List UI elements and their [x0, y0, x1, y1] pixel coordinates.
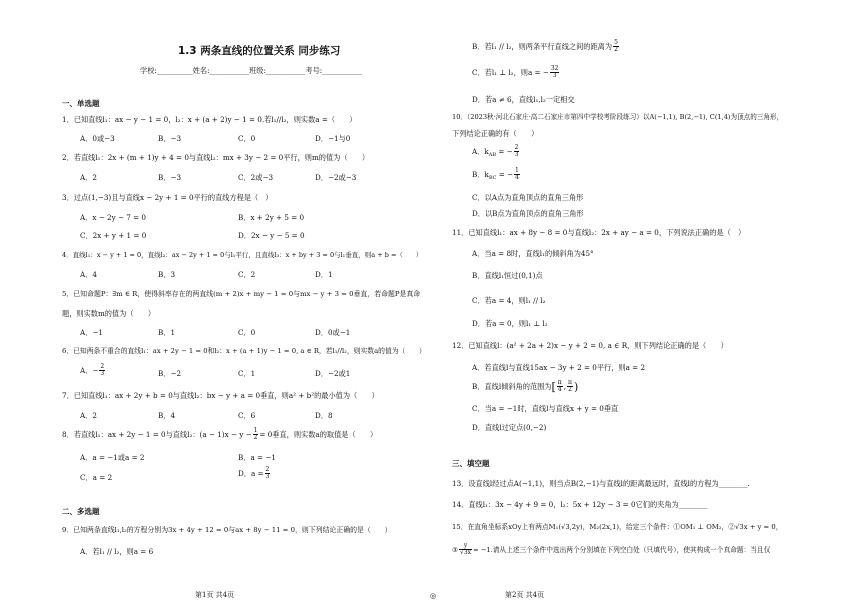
- question-5-stem-cont: 题，则实数m的值为（ ）: [62, 309, 156, 318]
- question-7-option-a: A．2: [80, 411, 97, 420]
- fraction-denominator: 4: [515, 174, 519, 182]
- subscript: BC: [488, 175, 497, 182]
- question-15-stem-cont-text: = −1.请从上述三个条件中选出两个分别填在下列空白处（只填代号），使其构成一个真命题：当且仅: [473, 545, 771, 554]
- section-heading-multi-choice: 二、多选题: [62, 507, 100, 516]
- fraction: [567, 380, 573, 394]
- fraction-numerator: 1: [253, 427, 258, 434]
- comma: ,: [563, 382, 567, 392]
- page-title: 1.3 两条直线的位置关系 同步练习: [178, 45, 341, 57]
- fraction-denominator: √3x: [460, 549, 472, 557]
- question-12-option-b-text: B．直线l倾斜角的范围为: [472, 381, 552, 391]
- fraction-denominator: 2: [568, 386, 572, 394]
- question-9-stem: 9．已知两条直线l₁,l₂的方程分别为3x + 4y + 12 = 0与ax + 8y − 11 = 0，则下列结论正确的是（ ）: [62, 526, 392, 534]
- question-10-option-a-prefix: A．k: [472, 146, 489, 156]
- question-6-option-b: B．−2: [158, 369, 182, 378]
- right-page: [430, 0, 860, 608]
- question-3-stem: 3．过点(1,−3)且与直线x − 2y + 1 = 0平行的直线方程是（ ）: [62, 193, 273, 202]
- question-9-option-a: A．若l₁ // l₂，则a = 6: [80, 547, 154, 556]
- question-3-option-d: D．2x − y − 5 = 0: [238, 231, 305, 240]
- question-6-option-a-prefix: A．−: [80, 365, 99, 375]
- circled-three: ③: [452, 545, 458, 554]
- fraction-numerator: π: [568, 379, 572, 386]
- question-14-stem: 14．直线l₁：3x − 4y + 9 = 0，l₂：5x + 12y − 3 = 0它们的夹角为________: [452, 500, 708, 509]
- question-9-option-c: [472, 66, 560, 80]
- question-1-option-d: D．−1与0: [315, 134, 351, 143]
- left-bracket: [: [551, 380, 556, 394]
- question-9-option-c-text: C．若l₁ ⊥ l₂，则a = −: [472, 67, 549, 77]
- right-paren: ): [573, 380, 579, 394]
- question-4-option-a: A．4: [80, 270, 97, 279]
- question-12-stem: 12．已知直线l：(a² + 2a + 2)x − y + 2 = 0, a ∈ R，则下列结论正确的是（ ）: [452, 341, 728, 350]
- fraction-numerator: y: [459, 543, 472, 550]
- page-footer-left: 第1页 共4页: [195, 591, 235, 599]
- fraction-denominator: 4: [557, 386, 562, 394]
- question-12-option-b: [472, 380, 578, 394]
- question-11-option-b: B．直线l₁恒过(0,1)点: [472, 271, 543, 280]
- fraction: [514, 168, 520, 182]
- student-info-line: 学校:__________姓名:___________班级:___________考号:___________: [140, 66, 362, 75]
- question-6-option-d: D．−2或1: [315, 369, 351, 378]
- question-5-option-d: D．0或−1: [315, 328, 351, 337]
- question-9-option-b-text: B．若l₁ // l₂，则两条平行直线之间的距离为: [472, 41, 613, 51]
- question-13-stem: 13．设直线l经过点A(−1,1)，则当点B(2,−1)与直线l的距离最远时，直线l的方程为________.: [452, 479, 750, 488]
- page-footer-right: 第2页 共4页: [505, 591, 545, 599]
- question-8-stem-prefix: 8．若直线l₁：ax + 2y − 1 = 0与直线l₂：(a − 1)x − y −: [62, 429, 252, 439]
- fraction-numerator: 1: [515, 167, 519, 174]
- question-11-option-c: C．若a = 4，则l₁ // l₂: [472, 296, 546, 305]
- page-separator-mark: ◎: [430, 592, 437, 600]
- question-4-option-b: B．3: [158, 270, 176, 279]
- section-heading-fill-in: 三、填空题: [452, 459, 490, 468]
- question-7-option-b: B．4: [158, 411, 176, 420]
- fraction: [99, 364, 105, 378]
- question-4-option-d: D．1: [315, 270, 333, 279]
- question-5-option-c: C．0: [238, 328, 256, 337]
- question-7-option-c: C．6: [238, 411, 256, 420]
- fraction: [514, 145, 520, 159]
- question-1-option-a: A．0或−3: [80, 134, 115, 143]
- question-2-option-d: D．−2或−3: [315, 173, 357, 182]
- subscript: AB: [488, 152, 497, 159]
- fraction-denominator: 3: [100, 370, 105, 378]
- fraction: [557, 380, 563, 394]
- section-heading-single-choice: 一、单选题: [62, 99, 100, 108]
- question-10-option-b-mid: = −: [496, 169, 514, 179]
- question-10-option-c: C．以A点为直角顶点的直角三角形: [472, 193, 584, 202]
- question-2-stem: 2．若直线l₁：2x + (m + 1)y + 4 = 0与直线l₂：mx + 3y − 2 = 0平行，则m的值为（ ）: [62, 153, 370, 162]
- question-3-option-c: C．2x + y + 1 = 0: [80, 231, 147, 240]
- question-10-stem-cont: 下列结论正确的有（ ）: [452, 129, 539, 138]
- question-3-option-a: A．x − 2y − 7 = 0: [80, 213, 146, 222]
- question-1-option-c: C．0: [238, 134, 256, 143]
- question-9-option-b: [472, 40, 620, 54]
- fraction: [459, 543, 472, 557]
- question-12-option-c: C．当a = −1时，直线l与直线x + y = 0垂直: [472, 404, 619, 413]
- question-8-option-a: A．a = −1或a = 2: [80, 453, 145, 462]
- question-7-option-d: D．8: [315, 411, 333, 420]
- question-6-option-c: C．1: [238, 369, 256, 378]
- fraction-numerator: π: [557, 379, 562, 386]
- fraction-numerator: 32: [550, 65, 559, 72]
- fraction-numerator: 2: [100, 363, 105, 370]
- fraction: [253, 428, 259, 442]
- question-8-stem: [62, 428, 377, 442]
- question-12-option-d: D．直线l过定点(0,−2): [472, 423, 547, 432]
- question-2-option-b: B．−3: [158, 173, 182, 182]
- question-2-option-c: C．2或−3: [238, 173, 274, 182]
- question-2-option-a: A．2: [80, 173, 97, 182]
- question-8-option-c: C．a = 2: [80, 473, 113, 482]
- question-10-option-a-mid: = −: [496, 146, 513, 156]
- question-4-option-c: C．2: [238, 270, 256, 279]
- question-5-option-a: A．−1: [80, 328, 103, 337]
- question-10-option-a: [472, 145, 520, 159]
- question-3-option-b: B．x + 2y + 5 = 0: [238, 213, 305, 222]
- question-1-option-b: B．−3: [158, 134, 182, 143]
- fraction: [550, 66, 560, 80]
- question-10-option-b-prefix: B．k: [472, 169, 489, 179]
- question-6-stem: 6．已知两条不重合的直线l₁：ax + 2y − 1 = 0和l₂：x + (a + 1)y − 1 = 0, a ∈ R，若l₁//l₂，则实数a的值为（ ）: [62, 347, 426, 355]
- question-10-option-b: [472, 168, 521, 182]
- question-5-stem: 5．已知命题P：∃m ∈ R，使得斜率存在的两直线(m + 2)x + my − 1 = 0与mx − y + 3 = 0垂直，若命题P是真命: [62, 290, 421, 298]
- question-6-option-a: [80, 364, 106, 378]
- fraction-denominator: 3: [265, 473, 270, 481]
- question-15-stem-cont: [452, 543, 770, 557]
- question-4-stem: 4．直线l₁：x − y + 1 = 0，直线l₂：ax − 2y + 1 = 0与l₁平行，且直线l₃：x + by + 3 = 0与l₁垂直，则a + b =（ ）: [62, 251, 423, 259]
- fraction-numerator: 5: [614, 39, 618, 46]
- fraction: [265, 467, 271, 481]
- fraction-denominator: 2: [253, 434, 258, 442]
- question-11-stem: 11．已知直线l₁：ax + 8y − 8 = 0与直线l₂：2x + ay − a = 0，下列说法正确的是（ ）: [452, 228, 746, 237]
- question-5-option-b: B．1: [158, 328, 176, 337]
- fraction: [613, 40, 619, 54]
- question-8-option-b: B．a = −1: [238, 453, 276, 462]
- question-8-option-d: [238, 467, 271, 481]
- question-10-stem: 10．（2023秋·河北石家庄·高二石家庄市第四中学校考阶段练习）以A(−1,1), B(2,−1), C(1,4)为顶点的三角形，: [452, 113, 784, 121]
- question-15-stem: 15．在直角坐标系xOy上有两点M₁(√3,2y)，M₂(2x,1)，给定三个条件：①OM₁ ⊥ OM₂，②√3x + y = 0，: [452, 523, 783, 531]
- question-8-stem-suffix: = 0垂直，则实数a的取值是（ ）: [259, 429, 378, 439]
- question-11-option-d: D．若a = 0，则l₁ ⊥ l₂: [472, 319, 548, 328]
- fraction-denominator: 3: [552, 72, 557, 80]
- question-8-option-d-prefix: D．a =: [238, 468, 264, 478]
- fraction-denominator: 3: [514, 151, 519, 159]
- fraction-denominator: 2: [614, 46, 618, 54]
- fraction-numerator: 2: [265, 466, 270, 473]
- question-7-stem: 7．已知直线l₁：ax + 2y + b = 0与直线l₂：bx − y + a = 0垂直，则a² + b²的最小值为（ ）: [62, 391, 379, 400]
- question-9-option-d: D．若a ≠ 6，直线l₁,l₂一定相交: [472, 95, 575, 104]
- question-10-option-d: D．以B点为直角顶点的直角三角形: [472, 209, 584, 218]
- fraction-numerator: 2: [514, 144, 519, 151]
- question-12-option-a: A．若直线l与直线15ax − 3y + 2 = 0平行，则a = 2: [472, 363, 646, 372]
- question-11-option-a: A．当a = 8时，直线l₁的倾斜角为45°: [472, 249, 594, 258]
- question-1-stem: 1．已知直线l₁：ax − y − 1 = 0，l₂：x + (a + 2)y − 1 = 0.若l₁//l₂，则实数a =（ ）: [62, 115, 357, 124]
